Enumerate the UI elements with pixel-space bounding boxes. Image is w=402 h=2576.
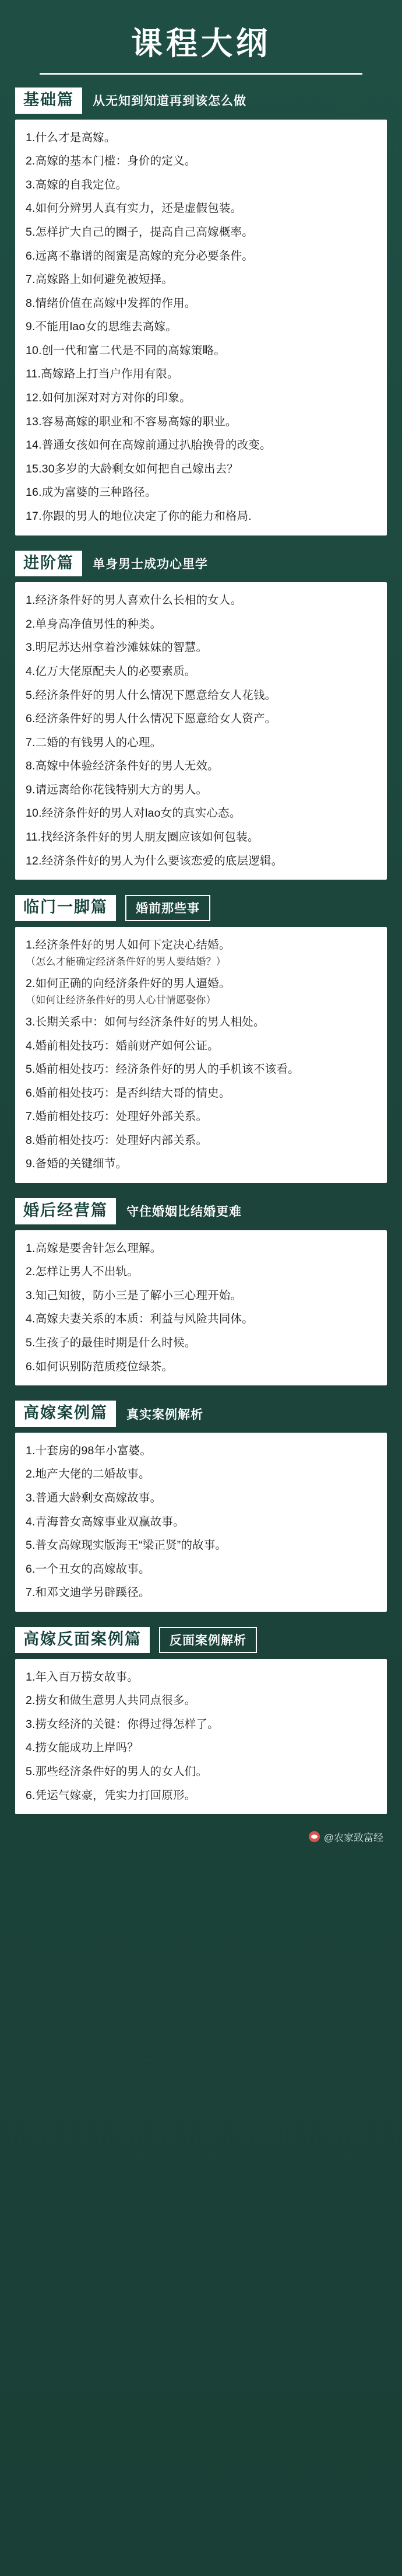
list-item: [26, 460, 376, 479]
list-item: [26, 1442, 376, 1461]
list-item: [26, 975, 376, 1008]
list-item: [26, 1334, 376, 1353]
section-header: [15, 1627, 387, 1653]
list-item: [26, 1692, 376, 1710]
list-item: [26, 852, 376, 871]
list-item-text: 5.婚前相处技巧：经济条件好的男人的手机该不该看。: [26, 1063, 299, 1076]
list-item: [26, 1716, 376, 1734]
list-item: [26, 1787, 376, 1805]
section-card: [15, 1230, 387, 1385]
list-item-text: 6.婚前相处技巧：是否纠结大哥的情史。: [26, 1086, 231, 1100]
section-card: [15, 1433, 387, 1612]
list-item-text: 9.不能用lao女的思维去高嫁。: [26, 320, 177, 334]
sections-container: [15, 88, 387, 1814]
list-item: [26, 781, 376, 800]
list-item-text: 1.高嫁是要舍针怎么理解。: [26, 1241, 162, 1255]
section-tag: 婚后经营篇: [15, 1198, 116, 1224]
list-item: [26, 176, 376, 195]
list-item-text: 3.普通大龄剩女高嫁故事。: [26, 1492, 162, 1505]
list-item-text: 17.你跟的男人的地位决定了你的能力和格局.: [26, 509, 252, 523]
list-item-text: 4.高嫁夫妻关系的本质：利益与风险共同体。: [26, 1312, 253, 1326]
list-item-text: 1.什么才是高嫁。: [26, 131, 116, 144]
page-title: 课程大纲: [131, 26, 271, 61]
list-item-text: 9.备婚的关键细节。: [26, 1157, 128, 1171]
list-item: [26, 1108, 376, 1126]
list-item: [26, 436, 376, 455]
list-item-text: 5.经济条件好的男人什么情况下愿意给女人花钱。: [26, 688, 277, 702]
list-item-note: （怎么才能确定经济条件好的男人要结婚？）: [26, 956, 226, 968]
section-header: [15, 551, 387, 577]
list-item-text: 3.捞女经济的关键：你得过得怎样了。: [26, 1717, 219, 1731]
list-item-text: 4.如何分辨男人真有实力，还是虚假包装。: [26, 202, 242, 215]
section-tag: 临门一脚篇: [15, 895, 116, 921]
list-item-text: 11.高嫁路上打当户作用有限。: [26, 368, 179, 381]
section-header: [15, 895, 387, 921]
list-item-text: 7.和邓文迪学另辟蹊径。: [26, 1586, 150, 1600]
list-item-text: 4.婚前相处技巧：婚前财产如何公证。: [26, 1039, 219, 1052]
list-item-text: 6.如何识别防范质疫位绿茶。: [26, 1360, 174, 1373]
list-item-text: 3.长期关系中：如何与经济条件好的男人相处。: [26, 1015, 265, 1028]
list-item: [26, 1513, 376, 1532]
section-subtitle: 反面案例解析: [159, 1627, 257, 1653]
list-item-text: 5.那些经济条件好的男人的女人们。: [26, 1765, 208, 1778]
section: [15, 551, 387, 880]
list-item-note: （如何让经济条件好的男人心甘情愿娶你）: [26, 995, 216, 1006]
list-item-text: 10.经济条件好的男人对lao女的真实心态。: [26, 807, 241, 820]
list-item-text: 5.怎样扩大自己的圈子，提高自己高嫁概率。: [26, 226, 253, 239]
list-item: [26, 484, 376, 502]
list-item-text: 4.捞女能成功上岸吗？: [26, 1741, 139, 1755]
list-item: [26, 295, 376, 313]
list-item: [26, 757, 376, 776]
list-item-text: 2.单身高净值男性的种类。: [26, 617, 162, 631]
list-item: [26, 342, 376, 360]
list-item: [26, 1310, 376, 1329]
list-item-text: 4.亿万大佬原配夫人的必要素质。: [26, 664, 196, 678]
list-item-text: 12.如何加深对对方对你的印象。: [26, 391, 191, 405]
list-item: [26, 1489, 376, 1508]
list-item: [26, 1287, 376, 1306]
list-item-text: 1.十套房的98年小富婆。: [26, 1444, 152, 1457]
list-item: [26, 413, 376, 432]
list-item-text: 6.一个丑女的高嫁故事。: [26, 1562, 150, 1576]
list-item: [26, 639, 376, 657]
section-header: [15, 1198, 387, 1224]
list-item-text: 8.高嫁中体验经济条件好的男人无效。: [26, 760, 219, 773]
list-item: [26, 129, 376, 148]
section-subtitle: 守住婚姻比结婚更难: [126, 1205, 242, 1219]
list-item: [26, 271, 376, 289]
list-item: [26, 936, 376, 970]
list-item: [26, 1763, 376, 1782]
list-item: [26, 828, 376, 847]
list-item: [26, 508, 376, 526]
section: [15, 88, 387, 536]
list-item: [26, 734, 376, 752]
list-item-text: 1.经济条件好的男人如何下定决心结婚。: [26, 938, 231, 951]
list-item: [26, 1084, 376, 1103]
section-subtitle: 单身男士成功心里学: [93, 557, 208, 571]
list-item-text: 7.高嫁路上如何避免被短择。: [26, 273, 174, 286]
list-item-text: 8.情绪价值在高嫁中发挥的作用。: [26, 296, 196, 310]
section-tag: 高嫁案例篇: [15, 1401, 116, 1427]
list-item: [26, 1240, 376, 1258]
list-item-text: 2.高嫁的基本门槛：身价的定义。: [26, 155, 196, 168]
footer-watermark: [15, 1829, 387, 1844]
list-item-text: 2.地产大佬的二婚故事。: [26, 1468, 150, 1481]
list-item: [26, 615, 376, 634]
weibo-icon: [309, 1831, 320, 1842]
watermark-text: @农家致富经: [323, 1832, 383, 1844]
list-item-text: 12.经济条件好的男人为什么要该恋爱的底层逻辑。: [26, 854, 283, 867]
list-item-text: 1.经济条件好的男人喜欢什么长相的女人。: [26, 594, 242, 607]
list-item-text: 11.找经济条件好的男人朋友圈应该如何包装。: [26, 830, 259, 844]
list-item: [26, 318, 376, 337]
list-item: [26, 1132, 376, 1150]
list-item-text: 3.知己知彼，防小三是了解小三心理开始。: [26, 1289, 242, 1302]
list-item: [26, 1013, 376, 1032]
section-card: [15, 927, 387, 1183]
list-item-text: 1.年入百万捞女故事。: [26, 1670, 139, 1684]
section-tag: 进阶篇: [15, 551, 82, 577]
list-item: [26, 200, 376, 218]
list-item: [26, 152, 376, 171]
list-item-text: 15.30多岁的大龄剩女如何把自己嫁出去？: [26, 462, 238, 475]
list-item: [26, 710, 376, 729]
list-item: [26, 1155, 376, 1174]
list-item: [26, 1584, 376, 1602]
section-card: [15, 582, 387, 880]
section: [15, 1198, 387, 1385]
section: [15, 1401, 387, 1612]
section-tag: 基础篇: [15, 88, 82, 114]
list-item: [26, 1536, 376, 1555]
list-item: [26, 687, 376, 705]
list-item-text: 5.普女高嫁现实版海王“梁正贤”的故事。: [26, 1539, 227, 1552]
section: [15, 895, 387, 1183]
list-item-text: 6.远离不靠谱的阁蜜是高嫁的充分必要条件。: [26, 249, 253, 262]
list-item-text: 3.高嫁的自我定位。: [26, 178, 128, 191]
section-subtitle: 婚前那些事: [125, 895, 210, 921]
list-item-text: 2.怎样让男人不出轨。: [26, 1265, 139, 1279]
list-item: [26, 365, 376, 384]
list-item-text: 3.明尼苏达州拿着沙滩妹妹的智慧。: [26, 641, 208, 654]
list-item: [26, 592, 376, 610]
list-item-text: 8.婚前相处技巧：处理好内部关系。: [26, 1133, 208, 1147]
section: [15, 1627, 387, 1814]
list-item: [26, 1560, 376, 1579]
section-header: [15, 88, 387, 114]
title-divider: [40, 73, 362, 75]
list-item-text: 2.如何正确的向经济条件好的男人逼婚。: [26, 977, 231, 990]
list-item-text: 14.普通女孩如何在高嫁前通过扒胎换骨的改变。: [26, 439, 271, 452]
list-item-text: 10.创一代和富二代是不同的高嫁策略。: [26, 344, 225, 357]
list-item: [26, 1668, 376, 1687]
list-item-text: 5.生孩子的最佳时期是什么时候。: [26, 1336, 196, 1350]
list-item-text: 9.请远离给你花钱特别大方的男人。: [26, 783, 208, 796]
list-item: [26, 1263, 376, 1282]
list-item: [26, 1037, 376, 1056]
list-item-text: 6.经济条件好的男人什么情况下愿意给女人资产。: [26, 712, 277, 726]
list-item: [26, 223, 376, 242]
list-item-text: 6.凭运气嫁豪，凭实力打回原形。: [26, 1788, 196, 1802]
section-header: [15, 1401, 387, 1427]
section-card: [15, 120, 387, 536]
list-item: [26, 663, 376, 681]
section-subtitle: 真实案例解析: [126, 1408, 203, 1422]
list-item: [26, 804, 376, 823]
list-item: [26, 247, 376, 266]
list-item: [26, 389, 376, 408]
list-item: [26, 1739, 376, 1758]
list-item: [26, 1358, 376, 1377]
list-item: [26, 1060, 376, 1079]
list-item-text: 2.捞女和做生意男人共同点很多。: [26, 1694, 196, 1707]
list-item-text: 4.青海普女高嫁事业双赢故事。: [26, 1515, 185, 1528]
list-item: [26, 1465, 376, 1484]
section-subtitle: 从无知到知道再到该怎么做: [93, 94, 246, 108]
list-item-text: 16.成为富婆的三种路径。: [26, 486, 157, 499]
section-tag: 高嫁反面案例篇: [15, 1627, 150, 1653]
list-item-text: 13.容易高嫁的职业和不容易高嫁的职业。: [26, 415, 237, 428]
list-item-text: 7.二婚的有钱男人的心理。: [26, 736, 162, 749]
list-item-text: 7.婚前相处技巧：处理好外部关系。: [26, 1110, 208, 1124]
section-card: [15, 1659, 387, 1814]
